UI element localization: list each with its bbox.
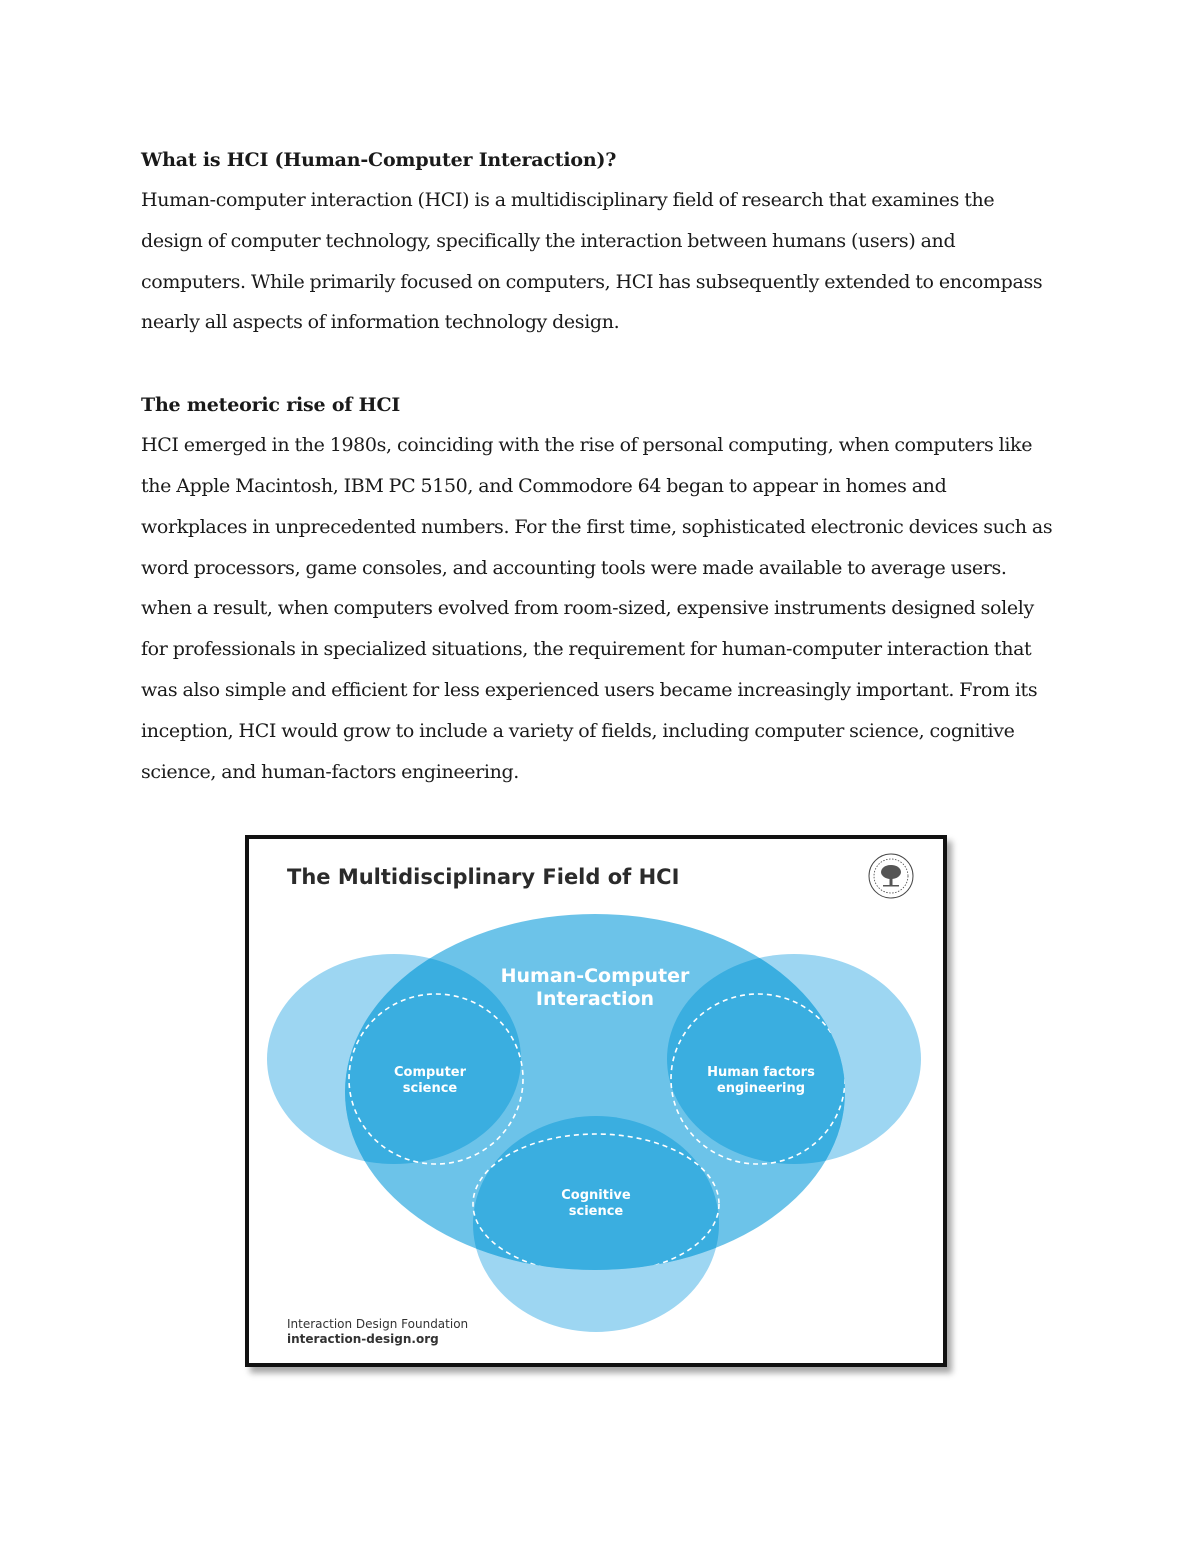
credit-org: Interaction Design Foundation — [287, 1317, 469, 1331]
document-body — [141, 140, 1071, 792]
text-line: word processors, game consoles, and accounting tools were made available to average users. — [141, 556, 1007, 579]
bottom-label-line1: Cognitive — [561, 1188, 631, 1203]
text-line: when a result, when computers evolved from room-sized, expensive instruments designed solely — [141, 597, 1034, 620]
left-label-line2: science — [402, 1081, 458, 1096]
center-title-line2: Interaction — [535, 988, 655, 1010]
figure-title: The Multidisciplinary Field of HCI — [287, 865, 680, 889]
text-line: for professionals in specialized situations, the requirement for human-computer interaction that — [141, 638, 1032, 661]
tree-seal-icon — [869, 854, 913, 898]
paragraph-meteoric-rise — [141, 425, 1071, 792]
right-label-line2: engineering — [716, 1081, 806, 1096]
text-line: workplaces in unprecedented numbers. For the first time, sophisticated electronic devices such as — [141, 515, 1053, 538]
hci-venn-diagram — [249, 839, 943, 1363]
text-line: science, and human-factors engineering. — [141, 760, 519, 783]
center-title-line1: Human-Computer — [500, 965, 690, 987]
bottom-label-line2: science — [568, 1204, 624, 1219]
text-line: the Apple Macintosh, IBM PC 5150, and Commodore 64 began to appear in homes and — [141, 474, 947, 497]
text-line: computers. While primarily focused on computers, HCI has subsequently extended to encompass — [141, 270, 1043, 293]
hci-diagram-figure — [245, 835, 947, 1367]
text-line: inception, HCI would grow to include a variety of fields, including computer science, cognitive — [141, 719, 1015, 742]
right-label-line1: Human factors — [707, 1065, 815, 1080]
paragraph-what-is-hci — [141, 180, 1071, 343]
text-line: design of computer technology, specifically the interaction between humans (users) and — [141, 229, 956, 252]
section-heading-meteoric-rise: The meteoric rise of HCI — [141, 394, 401, 417]
credit-url: interaction-design.org — [287, 1332, 439, 1346]
text-line: HCI emerged in the 1980s, coinciding with the rise of personal computing, when computers like — [141, 434, 1033, 457]
text-line: was also simple and efficient for less experienced users became increasingly important. From its — [141, 678, 1038, 701]
text-line: Human-computer interaction (HCI) is a multidisciplinary field of research that examines the — [141, 189, 995, 211]
paragraph-spacer — [141, 343, 1071, 385]
left-label-line1: Computer — [393, 1065, 467, 1080]
section-heading-what-is-hci: What is HCI (Human-Computer Interaction)? — [141, 149, 617, 171]
text-line: nearly all aspects of information technology design. — [141, 311, 620, 334]
